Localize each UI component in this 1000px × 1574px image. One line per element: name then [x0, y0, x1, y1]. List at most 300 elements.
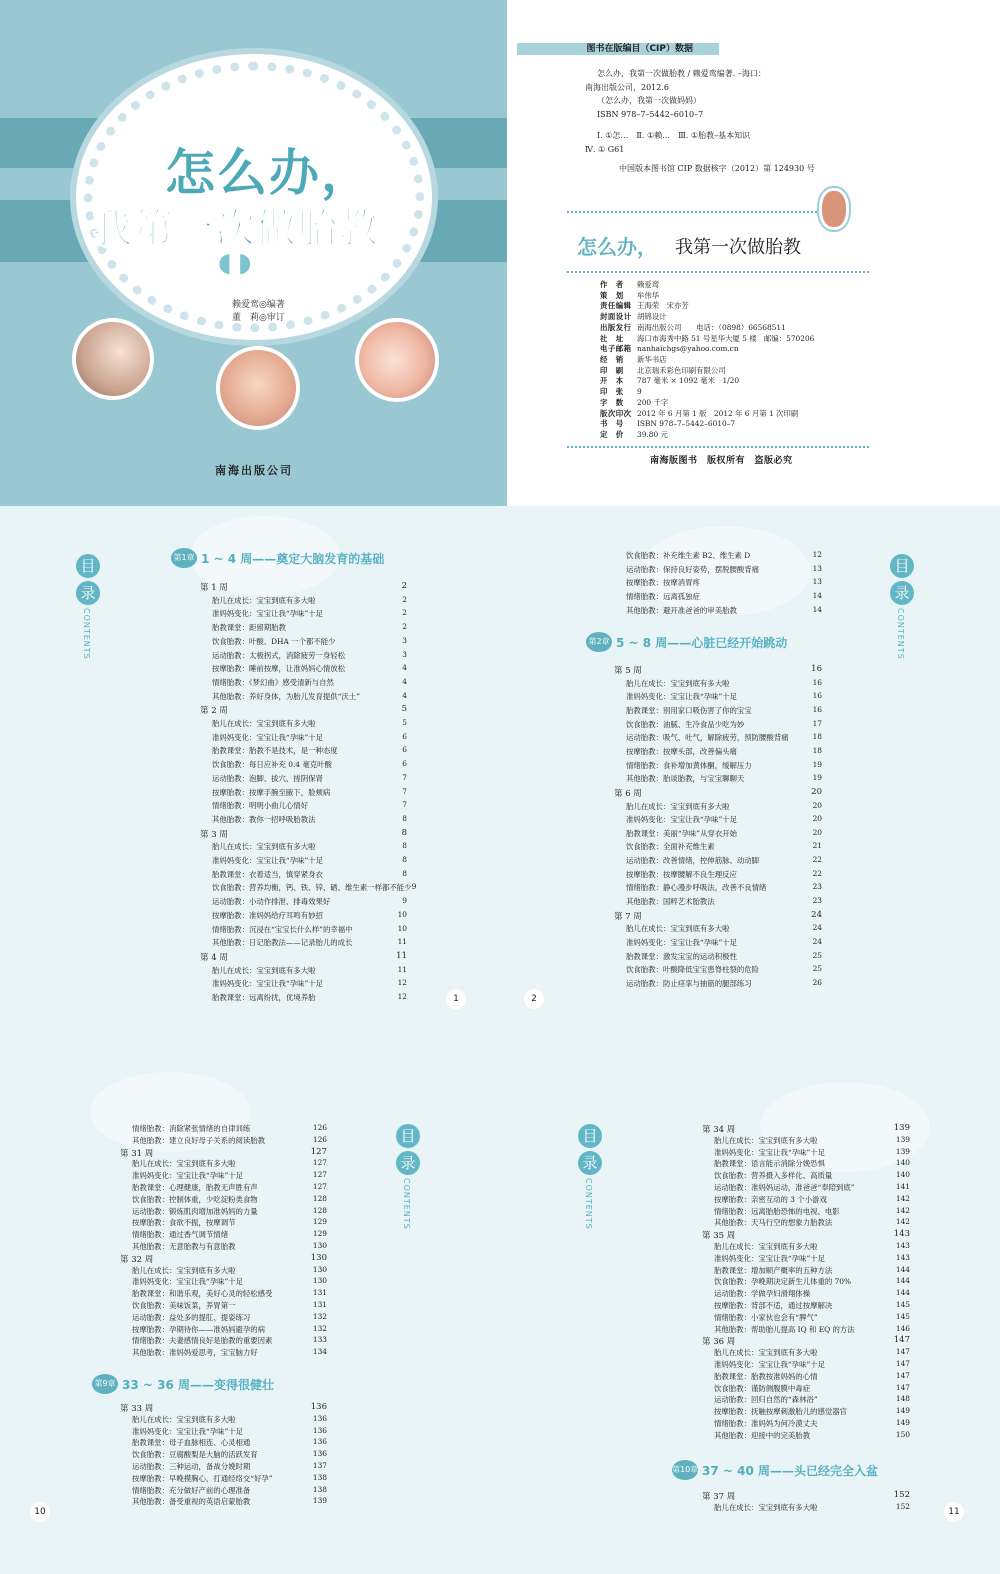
toc-entry[interactable] [626, 760, 822, 771]
toc-entry-page: 20 [812, 800, 822, 810]
metadata-row [600, 355, 814, 366]
toc-entry[interactable] [212, 992, 407, 1003]
toc-entry[interactable] [132, 1229, 327, 1240]
toc-entry[interactable] [212, 663, 407, 674]
toc-entry[interactable] [714, 1217, 910, 1228]
copyright-page [507, 0, 1000, 506]
toc-entry-title: 胎儿在成长：宝宝到底有多大啦 [714, 1502, 818, 1512]
toc-entry[interactable] [714, 1288, 910, 1299]
toc-entry[interactable] [132, 1312, 327, 1323]
toc-entry[interactable] [132, 1123, 327, 1134]
toc-entry-title: 胎教课堂：增加顺产概率的五种方法 [714, 1265, 833, 1275]
toc-entry[interactable] [212, 882, 417, 893]
toc-week-entry[interactable] [702, 1335, 910, 1347]
toc-entry[interactable] [132, 1473, 327, 1484]
toc-entry[interactable] [212, 691, 407, 702]
toc-entry-page: 14 [812, 604, 822, 614]
metadata-row [600, 398, 814, 409]
toc-entry-title: 其他胎教：天马行空的想象力胎教法 [714, 1218, 833, 1228]
toc-entry[interactable] [212, 841, 407, 852]
cip-line: ISBN 978–7–5442–6010–7 [597, 109, 704, 119]
toc-entry-page: 142 [895, 1205, 910, 1215]
toc-entry-title: 饮食胎教：叶酸降低宝宝患脊柱裂的危险 [626, 965, 760, 975]
toc-entry[interactable] [714, 1502, 910, 1513]
cip-block [585, 67, 815, 176]
toc-entry[interactable] [626, 923, 822, 934]
toc-entry[interactable] [132, 1426, 327, 1437]
metadata-value: 王海荣 宋亦芳 [637, 301, 689, 311]
toc-char-lu: 录 [890, 581, 914, 605]
metadata-key: 字 数 [600, 397, 624, 407]
toc-week-entry[interactable] [614, 910, 822, 922]
toc-entry[interactable] [714, 1371, 910, 1382]
toc-entry-page: 128 [312, 1205, 327, 1215]
book-cover [0, 0, 507, 506]
toc-entry[interactable] [212, 869, 407, 880]
toc-entry-title: 第 7 周 [614, 911, 642, 922]
toc-entry[interactable] [626, 841, 822, 852]
toc-entry-page: 126 [312, 1134, 327, 1144]
toc-entry[interactable] [132, 1265, 327, 1276]
toc-entry[interactable] [132, 1276, 327, 1287]
chapter-10-heading[interactable] [672, 1460, 878, 1480]
toc-entry-title: 其他胎教：胎谈胎教，与宝宝聊聊天 [626, 774, 745, 784]
toc-entry-title: 胎儿在成长：宝宝到底有多大啦 [132, 1265, 236, 1275]
toc-week-entry[interactable] [702, 1123, 910, 1135]
toc-entry-page: 136 [310, 1402, 327, 1412]
toc-entry-title: 第 32 周 [120, 1254, 154, 1265]
toc-entry[interactable] [626, 564, 822, 575]
metadata-key: 版次印次 [600, 408, 632, 418]
toc-entry[interactable] [132, 1194, 327, 1205]
toc-entry[interactable] [714, 1359, 910, 1370]
toc-entry[interactable] [132, 1206, 327, 1217]
toc-week-entry[interactable] [200, 704, 407, 716]
toc-entry[interactable] [212, 677, 407, 688]
toc-entry[interactable] [132, 1437, 327, 1448]
toc-entry-title: 运动胎教：回归自然的“森林浴” [714, 1395, 818, 1405]
toc-entry-page: 25 [812, 964, 822, 974]
toc-entry-page: 6 [402, 759, 407, 769]
toc-entry-title: 第 5 周 [614, 666, 642, 676]
toc-entry[interactable] [714, 1406, 910, 1417]
toc-entry-title: 情绪胎教：消除紧张情绪的自律训练 [132, 1124, 251, 1133]
toc-entry-page: 143 [895, 1252, 910, 1262]
metadata-value: ISBN 978–7–5442–6010–7 [637, 419, 736, 429]
toc-entry-title: 情绪胎教：静心漫步呼吸法，改善不良情绪 [626, 883, 767, 893]
toc-entry[interactable] [212, 800, 407, 811]
toc-week-entry[interactable] [120, 1402, 327, 1414]
chapter-1-heading[interactable] [171, 548, 384, 568]
toc-entry[interactable] [212, 745, 407, 756]
toc-entry-title: 运动胎教：益处多的提肛、提姿练习 [132, 1312, 251, 1322]
toc-entry-title: 运动胎教：改善情绪，控伸筋脉、动动脚 [626, 856, 760, 866]
toc-entry-title: 按摩胎教：按摩消胃疼 [626, 578, 700, 588]
toc-entry-page: 3 [402, 649, 407, 659]
toc-entry-title: 第 37 周 [702, 1492, 736, 1502]
toc-entry[interactable] [212, 910, 407, 921]
toc-entry-page: 6 [402, 745, 407, 755]
book-title-a: 怎么办， [577, 235, 657, 259]
toc-entry[interactable] [132, 1241, 327, 1252]
toc-week-entry[interactable] [200, 828, 407, 840]
toc-entry[interactable] [714, 1418, 910, 1429]
toc-entry-title: 情绪胎教：沉浸在“宝宝长什么样”的幸福中 [212, 924, 353, 934]
toc-entry-page: 12 [397, 978, 407, 988]
metadata-value: 787 毫米 × 1092 毫米 1/20 [637, 376, 740, 386]
page-number: 10 [30, 1502, 50, 1522]
toc-entry[interactable] [132, 1288, 327, 1299]
toc-entry[interactable] [714, 1170, 910, 1181]
toc-entry[interactable] [132, 1496, 327, 1507]
toc-entry[interactable] [132, 1324, 327, 1335]
toc-entry-page: 131 [312, 1288, 327, 1298]
toc-entry[interactable] [714, 1324, 910, 1335]
metadata-row [600, 312, 814, 323]
toc-entry[interactable] [626, 828, 822, 839]
toc-entry-page: 139 [893, 1123, 910, 1133]
toc-entry-title: 准妈妈变化：宝宝让我“孕味”十足 [714, 1360, 826, 1369]
toc-entry[interactable] [626, 855, 822, 866]
toc-entry[interactable] [626, 869, 822, 880]
toc-entry[interactable] [132, 1135, 327, 1146]
toc-entry-page: 12 [397, 992, 407, 1001]
metadata-key: 策 划 [600, 290, 624, 300]
toc-entry[interactable] [626, 719, 822, 730]
toc-entry[interactable] [626, 882, 822, 893]
toc-entry-title: 情绪胎教：远离胎胎恐怖的电视、电影 [714, 1206, 840, 1216]
toc-entry[interactable] [626, 550, 822, 561]
toc-char-mu: 目 [76, 554, 100, 578]
toc-entry[interactable] [212, 718, 407, 729]
toc-entry[interactable] [626, 732, 822, 743]
toc-entry[interactable] [714, 1276, 910, 1287]
chapter-badge: 第1章 [171, 548, 197, 568]
toc-entry[interactable] [714, 1147, 910, 1158]
toc-label-right [890, 554, 914, 660]
toc-entry[interactable] [714, 1135, 910, 1146]
toc-week-entry[interactable] [120, 1253, 327, 1265]
toc-entry-page: 142 [895, 1217, 910, 1227]
toc-entry[interactable] [212, 622, 407, 633]
metadata-value: 南海出版公司 电话：（0898）66568511 [637, 322, 786, 332]
toc-label-left [396, 1124, 420, 1230]
toc-entry-page: 133 [312, 1335, 327, 1345]
toc-entry[interactable] [714, 1241, 910, 1252]
toc-entry-page: 4 [402, 676, 407, 686]
metadata-row [600, 409, 814, 420]
toc-entry[interactable] [132, 1158, 327, 1169]
toc-entry-title: 饮食胎教：孕晚期决定新生儿体重的 70% [714, 1277, 852, 1287]
toc-entry[interactable] [714, 1383, 910, 1394]
toc-entry-title: 准妈妈变化：宝宝让我“孕味”十足 [212, 609, 324, 619]
toc-entry-page: 4 [402, 663, 407, 673]
toc-en-label: CONTENTS [82, 608, 91, 660]
toc-entry-title: 第 3 周 [200, 829, 228, 840]
toc-entry-title: 饮食胎教：叶酸、DHA 一个都不能少 [212, 636, 336, 646]
toc-entry[interactable] [212, 937, 407, 948]
toc-entry-page: 8 [401, 827, 407, 838]
toc-entry[interactable] [714, 1394, 910, 1405]
toc-entry-title: 胎儿在成长：宝宝到底有多大啦 [626, 924, 730, 934]
metadata-value: 9 [637, 387, 642, 397]
toc-entry-page: 131 [312, 1300, 327, 1309]
cover-authors [232, 299, 285, 325]
toc-entry[interactable] [132, 1182, 327, 1193]
toc-entry-title: 胎教课堂：语言能示消除分娩恐惧 [714, 1159, 825, 1169]
toc-entry[interactable] [714, 1300, 910, 1311]
toc-entry-page: 8 [402, 868, 407, 878]
chapter-2-heading[interactable] [586, 632, 787, 652]
metadata-key: 印 刷 [600, 365, 624, 375]
toc-entry[interactable] [714, 1265, 910, 1276]
toc-entry-title: 第 6 周 [614, 788, 642, 799]
toc-entry-page: 13 [812, 577, 822, 587]
metadata-value: 赖爱鸾 [637, 280, 660, 289]
toc-entry-title: 按摩胎教：按摩手腕至腋下，脸颊病 [212, 787, 331, 797]
toc-entry-title: 饮食胎教：谨防侧腹膜中毒症 [714, 1383, 811, 1393]
toc-entry-page: 145 [895, 1300, 910, 1309]
toc-entry[interactable] [626, 746, 822, 757]
metadata-key: 社 址 [600, 333, 624, 343]
toc-entry-page: 140 [895, 1158, 910, 1168]
toc-entry-title: 饮食胎教：豆腐酸梨是大脑的活跃发育 [132, 1450, 258, 1460]
toc-entry-page: 139 [895, 1134, 910, 1144]
toc-entry[interactable] [132, 1461, 327, 1472]
toc-entry[interactable] [626, 978, 822, 989]
toc-week-entry[interactable] [702, 1229, 910, 1241]
toc-entry[interactable] [132, 1300, 327, 1311]
toc-entry-page: 136 [312, 1425, 327, 1435]
metadata-value: nanhaichgs@yahoo.com.cn [637, 344, 739, 354]
toc-entry-title: 按摩胎教：食欲不振，按摩调节 [132, 1218, 236, 1228]
toc-entry-title: 胎教课堂：激发宝宝的运动积极性 [626, 951, 737, 961]
toc-week-entry[interactable] [200, 951, 407, 963]
toc-entry[interactable] [212, 814, 407, 825]
metadata-row [600, 344, 814, 355]
toc-entry[interactable] [626, 591, 822, 602]
toc-char-lu: 录 [578, 1151, 602, 1175]
toc-entry[interactable] [626, 964, 822, 975]
toc-entry[interactable] [132, 1449, 327, 1460]
toc-entry[interactable] [212, 978, 407, 989]
toc-entry-page: 22 [812, 855, 822, 865]
toc-entry-page: 126 [312, 1123, 327, 1132]
cover-title-line2: 我第一次做胎教 [92, 206, 379, 252]
toc-entry-title: 饮食胎教：美味饭菜，养胃第一 [132, 1301, 236, 1310]
toc-entry-page: 136 [312, 1449, 327, 1459]
toc-entry-title: 胎教课堂：远离纷扰，优境养胎 [212, 993, 316, 1002]
toc-entry-title: 胎教课堂：距留期胎教 [212, 623, 286, 633]
toc-en-label: CONTENTS [402, 1178, 411, 1230]
toc-entry[interactable] [132, 1217, 327, 1228]
toc-entry-title: 胎儿在成长：宝宝到底有多大啦 [212, 595, 316, 605]
toc-label-left [76, 554, 100, 660]
toc-entry-title: 情绪胎教：通过香气调节情绪 [132, 1230, 229, 1240]
toc-entry-title: 胎儿在成长：宝宝到底有多大啦 [212, 842, 316, 852]
toc-entry-page: 128 [312, 1193, 327, 1203]
toc-entry-page: 11 [396, 950, 407, 961]
reviewer-line: 董 莉◎审订 [232, 313, 285, 323]
toc-entry-title: 饮食胎教：补充维生素 B2、维生素 D [626, 551, 751, 560]
toc-entry-page: 16 [811, 664, 822, 674]
copyright-notice: 南海版图书 版权所有 盗版必究 [650, 456, 793, 466]
toc-entry-page: 136 [312, 1437, 327, 1447]
toc-entry[interactable] [212, 924, 407, 935]
chapter-badge: 第9章 [92, 1374, 118, 1394]
toc-entry-page: 152 [893, 1490, 910, 1500]
toc-entry[interactable] [714, 1158, 910, 1169]
toc-week-entry[interactable] [614, 664, 822, 676]
toc-entry-title: 饮食胎教：油腻、生冷食品少吃为妙 [626, 719, 745, 729]
metadata-value: 39.80 元 [637, 430, 668, 440]
toc-entry[interactable] [212, 896, 407, 907]
toc-entry-page: 16 [812, 704, 822, 714]
toc-entry[interactable] [132, 1335, 327, 1346]
toc-entry[interactable] [212, 965, 407, 976]
toc-entry-title: 准妈妈变化：宝宝让我“孕味”十足 [212, 856, 324, 865]
toc-entry-title: 运动胎教：太极拐式，消除疲劳一身轻松 [212, 650, 346, 660]
cip-line [597, 121, 815, 129]
toc-entry-title: 准妈妈变化：宝宝让我“孕味”十足 [714, 1253, 826, 1263]
toc-entry-title: 其他胎教：国粹艺术胎教法 [626, 897, 715, 907]
toc-entry-page: 152 [895, 1501, 910, 1511]
toc-entry-page: 8 [402, 813, 407, 823]
chapter-badge: 第2章 [586, 632, 612, 652]
toc-entry[interactable] [212, 773, 407, 784]
toc-entry-title: 按摩胎教：孕期待你——准妈妈避孕的病 [132, 1324, 266, 1334]
toc-entry[interactable] [714, 1194, 910, 1205]
toc-entry[interactable] [626, 801, 822, 812]
toc-entry-page: 127 [312, 1158, 327, 1168]
toc-week-entry[interactable] [120, 1147, 327, 1159]
chapter-title: 5 ~ 8 周——心脏已经开始跳动 [616, 635, 788, 650]
toc-entry[interactable] [626, 605, 822, 616]
toc-entry[interactable] [212, 787, 407, 798]
toc-entry[interactable] [212, 636, 407, 647]
toc-entry-page: 134 [312, 1347, 327, 1357]
toc-entry-title: 情绪胎教：准妈妈为何冷漠丈夫 [714, 1419, 818, 1428]
toc-entry-title: 饮食胎教：每日应补充 0.4 毫克叶酸 [212, 760, 332, 770]
toc-entry[interactable] [212, 759, 407, 770]
toc-entry-page: 130 [312, 1264, 327, 1274]
toc-entry[interactable] [212, 608, 407, 619]
toc-entry-page: 4 [402, 690, 407, 700]
toc-entry[interactable] [626, 814, 822, 825]
toc-entry[interactable] [714, 1347, 910, 1358]
metadata-value: 北京瑞禾彩色印刷有限公司 [637, 365, 726, 375]
toc-entry-page: 130 [312, 1241, 327, 1250]
toc-char-mu: 目 [396, 1124, 420, 1148]
toc-entry-title: 按摩胎教：睡前按摩，让准妈妈心情放松 [212, 664, 346, 674]
metadata-key: 开 本 [600, 376, 624, 386]
publication-metadata [600, 280, 814, 441]
toc-entry-page: 139 [312, 1496, 327, 1506]
toc-entry-title: 胎儿在成长：宝宝到底有多大啦 [132, 1414, 236, 1424]
metadata-value: 海口市海秀中路 51 号星华大厦 5 楼 邮编：570206 [637, 333, 815, 343]
toc-entry-title: 其他胎教：避开准爸爸的审美胎教 [626, 605, 737, 615]
toc-entry[interactable] [626, 896, 822, 907]
toc-entry[interactable] [626, 951, 822, 962]
toc-entry-page: 136 [312, 1413, 327, 1423]
toc-entry-title: 按摩胎教：背部不适，通过按摩解决 [714, 1301, 833, 1310]
toc-entry-title: 准妈妈变化：宝宝让我“孕味”十足 [714, 1147, 826, 1157]
toc-entry[interactable] [626, 773, 822, 784]
toc-entry-title: 胎教课堂：胎教按准妈妈的心情 [714, 1371, 818, 1381]
metadata-row [600, 376, 814, 387]
toc-entry[interactable] [626, 577, 822, 588]
toc-entry-page: 16 [812, 677, 822, 687]
toc-entry[interactable] [714, 1253, 910, 1264]
toc-entry-page: 147 [895, 1370, 910, 1380]
toc-entry-page: 147 [895, 1359, 910, 1368]
toc-entry-page: 16 [812, 691, 822, 701]
book-title-b: 我第一次做胎教 [675, 237, 801, 258]
toc-entry-title: 第 2 周 [200, 706, 228, 717]
toc-entry[interactable] [212, 855, 407, 866]
toc-entry[interactable] [212, 732, 407, 743]
metadata-row [600, 419, 814, 430]
metadata-key: 出版发行 [600, 322, 632, 332]
toc-entry-page: 9 [402, 896, 407, 906]
metadata-value: 胡锦设计 [637, 312, 667, 322]
toc-entry[interactable] [132, 1170, 327, 1181]
toc-week-entry[interactable] [702, 1490, 910, 1502]
cover-title-line1: 怎么办， [165, 144, 373, 202]
chapter-9-heading[interactable] [92, 1374, 274, 1394]
toc-entry[interactable] [626, 678, 822, 689]
toc-entry-title: 其他胎教：日记胎教法——记录胎儿的成长 [212, 938, 353, 948]
toc-entry-title: 第 34 周 [702, 1125, 736, 1135]
metadata-row [600, 430, 814, 441]
cip-line: 南海出版公司，2012.6 [585, 82, 669, 92]
toc-week-entry[interactable] [614, 787, 822, 799]
toc-entry[interactable] [714, 1430, 910, 1441]
toc-entry[interactable] [626, 937, 822, 948]
toc-entry[interactable] [714, 1182, 910, 1193]
toc-week-entry[interactable] [200, 581, 407, 593]
toc-entry-title: 准妈妈变化：宝宝让我“孕味”十足 [132, 1277, 244, 1287]
metadata-value: 200 千字 [637, 397, 669, 407]
baby-feet-icon: ◖◗ [218, 248, 258, 278]
toc-entry-page: 24 [812, 923, 822, 933]
toc-entry[interactable] [714, 1312, 910, 1323]
toc-label-right [578, 1124, 602, 1230]
toc-entry-title: 第 36 周 [702, 1337, 736, 1348]
toc-entry-page: 129 [312, 1229, 327, 1239]
toc-entry-title: 胎教课堂：美丽“孕味”从穿衣开始 [626, 828, 738, 838]
toc-entry[interactable] [132, 1485, 327, 1496]
toc-entry-title: 情绪胎教：充分做好产前的心理准备 [132, 1485, 251, 1495]
toc-entry-page: 130 [312, 1276, 327, 1286]
toc-entry[interactable] [212, 595, 407, 606]
toc-entry[interactable] [132, 1347, 327, 1358]
metadata-key: 责任编辑 [600, 301, 632, 311]
toc-entry[interactable] [714, 1206, 910, 1217]
toc-entry[interactable] [626, 705, 822, 716]
toc-entry-page: 23 [812, 882, 822, 892]
toc-entry[interactable] [132, 1414, 327, 1425]
toc-entry-page: 139 [895, 1146, 910, 1156]
toc-entry-title: 其他胎教：养好身体，为胎儿发育提供“沃土” [212, 691, 360, 701]
toc-entry-page: 137 [312, 1461, 327, 1470]
toc-entry[interactable] [212, 650, 407, 661]
toc-entry-title: 运动胎教：泡脚、拔穴、搓阴保肾 [212, 773, 323, 783]
toc-entry-title: 准妈妈变化：宝宝让我“孕味”十足 [132, 1426, 244, 1436]
toc-entry-title: 饮食胎教：营养摄入多样化、高质量 [714, 1171, 833, 1181]
divider-bottom [567, 446, 869, 448]
toc-entry[interactable] [626, 691, 822, 702]
